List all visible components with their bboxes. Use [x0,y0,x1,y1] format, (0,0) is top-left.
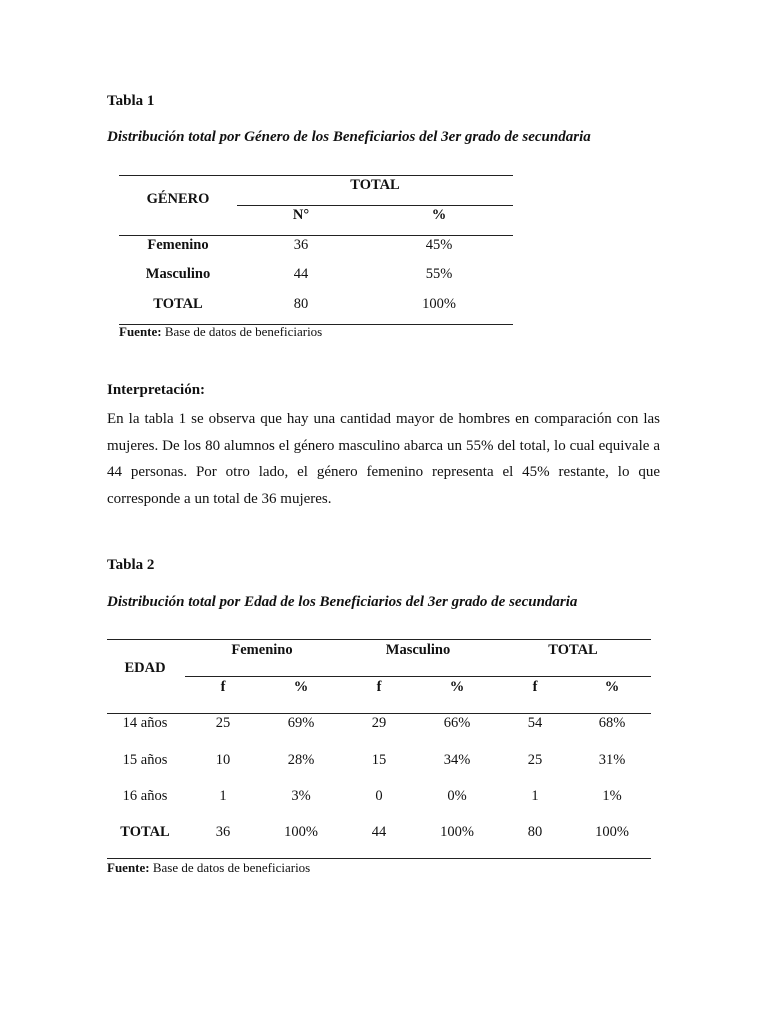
table2-row-label: 15 años [122,752,168,768]
table2-header-edad: EDAD [124,660,166,676]
table2-top-rule [107,639,651,640]
table2-group-rule [185,676,651,677]
source-label: Fuente: [107,860,150,875]
table2-bottom-rule [107,858,651,859]
table2-cell: 69% [287,715,315,731]
table2-cell: 54 [527,715,543,731]
table2-cell: 0 [375,788,383,804]
table2-cell: 10 [215,752,231,768]
table1-source [119,324,322,340]
table1-cell-n: 44 [293,266,309,282]
table2-cell: 1% [602,788,622,804]
table1-header-pct: % [431,207,447,223]
table2-cell: 36 [215,824,231,840]
table2-row-label: 14 años [122,715,168,731]
table1-caption: Distribución total por Género de los Beneficiarios del 3er grado de secundaria [107,129,591,145]
table2-cell: 31% [598,752,626,768]
table1-group-rule [237,205,513,206]
table2-cell: 28% [287,752,315,768]
table2-cell: 0% [447,788,467,804]
table2-source [107,860,310,876]
source-text: Base de datos de beneficiarios [161,324,323,339]
table2-cell: 80 [527,824,543,840]
table2-row-label: TOTAL [120,824,170,840]
table1-top-rule [119,175,513,176]
table2-sub-header: f [220,679,226,695]
table2-caption: Distribución total por Edad de los Beneficiarios del 3er grado de secundaria [107,594,578,610]
table1-cell-n: 36 [293,237,309,253]
table1-cell-pct: 45% [425,237,453,253]
table2-sub-header: f [532,679,538,695]
table2-cell: 66% [443,715,471,731]
table2-group-femenino: Femenino [231,642,293,658]
table2-group-total: TOTAL [548,642,598,658]
table2-cell: 15 [371,752,387,768]
table1-cell-pct: 55% [425,266,453,282]
table2-cell: 100% [595,824,629,840]
table1-row-label: Masculino [145,266,211,282]
table2-sub-header: % [449,679,465,695]
table2-cell: 100% [440,824,474,840]
table2-cell: 100% [284,824,318,840]
table2-sub-header: % [293,679,309,695]
table2-cell: 1 [219,788,227,804]
table1-cell-n: 80 [293,296,309,312]
table2-row-label: 16 años [122,788,168,804]
table2-cell: 29 [371,715,387,731]
table1-row-label: Femenino [147,237,209,253]
table2-sub-header: f [376,679,382,695]
table2-cell: 25 [215,715,231,731]
table1-cell-pct: 100% [422,296,456,312]
table2-label: Tabla 2 [107,557,155,573]
interpretation-paragraph: En la tabla 1 se observa que hay una cantidad mayor de hombres en comparación con las mujeres. De los 80 alumnos el género masculino abarca un 55% del total, lo cual equivale a 44 personas. Por otro lado, el género femenino representa el 45% restante, lo que corresponde a un total de 36 mujeres. [107,411,660,507]
source-label: Fuente: [119,324,162,339]
table2-group-masculino: Masculino [385,642,451,658]
table2-cell: 1 [531,788,539,804]
source-text: Base de datos de beneficiarios [149,860,311,875]
table2-cell: 68% [598,715,626,731]
table2-sub-header: % [604,679,620,695]
table1-header-genero: GÉNERO [146,191,210,207]
table1-header-total: TOTAL [350,177,400,193]
table2-cell: 3% [291,788,311,804]
table1-label: Tabla 1 [107,93,155,109]
table2-cell: 25 [527,752,543,768]
table2-cell: 44 [371,824,387,840]
table2-cell: 34% [443,752,471,768]
table1-row-label: TOTAL [153,296,203,312]
table1-header-n: N° [292,207,310,223]
interpretation-title: Interpretación: [107,382,206,398]
